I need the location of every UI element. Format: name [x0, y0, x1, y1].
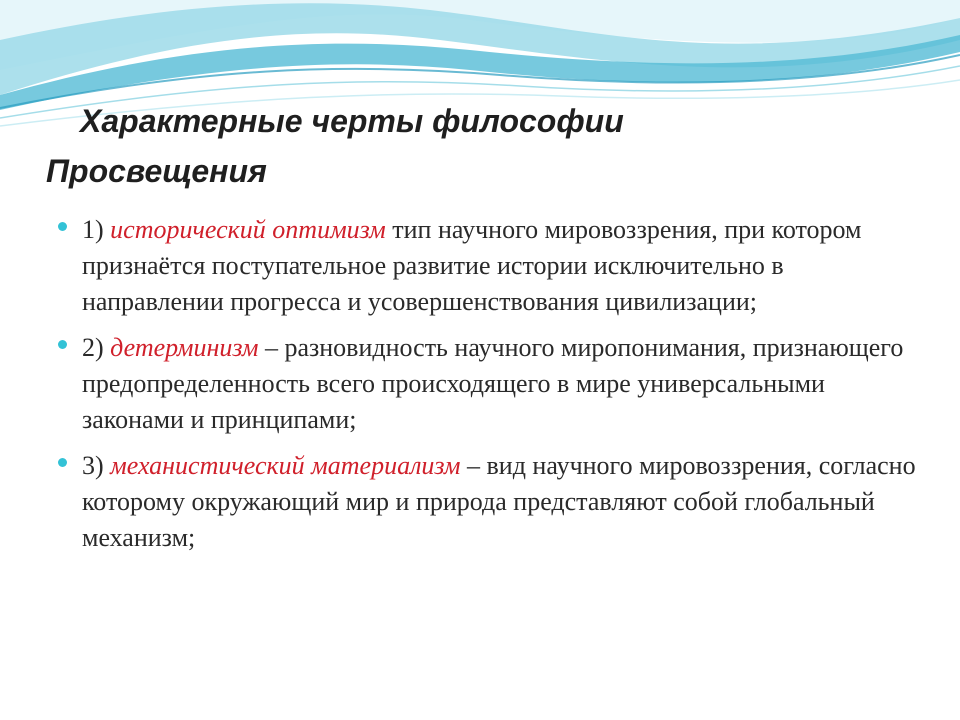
slide-title-line2: Просвещения: [46, 153, 267, 189]
bullet-term: механистический материализм: [110, 451, 461, 480]
bullet-text: – разновидность научного миропонимания, признающего предопределенность всего происходящего в мире универсальными законами и принципами;: [82, 333, 904, 434]
slide-title-line1: Характерные черты философии: [80, 103, 624, 139]
bullet-term: детерминизм: [110, 333, 259, 362]
bullet-list: [58, 212, 918, 566]
bullet-text: тип научного мировоззрения, при котором признаётся поступательное развитие истории исключительно в направлении прогресса и усовершенствования цивилизации;: [82, 215, 862, 316]
slide-title: [46, 96, 906, 196]
bullet-number: 2): [82, 333, 111, 362]
bullet-item-2: [58, 330, 918, 438]
bullet-dot-icon: [58, 340, 67, 349]
bullet-item-3: [58, 448, 918, 556]
bullet-text: – вид научного мировоззрения, согласно которому окружающий мир и природа представляют собой глобальный механизм;: [82, 451, 916, 552]
bullet-item-1: [58, 212, 918, 320]
bullet-number: 1): [82, 215, 111, 244]
bullet-term: исторический оптимизм: [110, 215, 386, 244]
bullet-number: 3): [82, 451, 111, 480]
bullet-dot-icon: [58, 458, 67, 467]
bullet-dot-icon: [58, 222, 67, 231]
